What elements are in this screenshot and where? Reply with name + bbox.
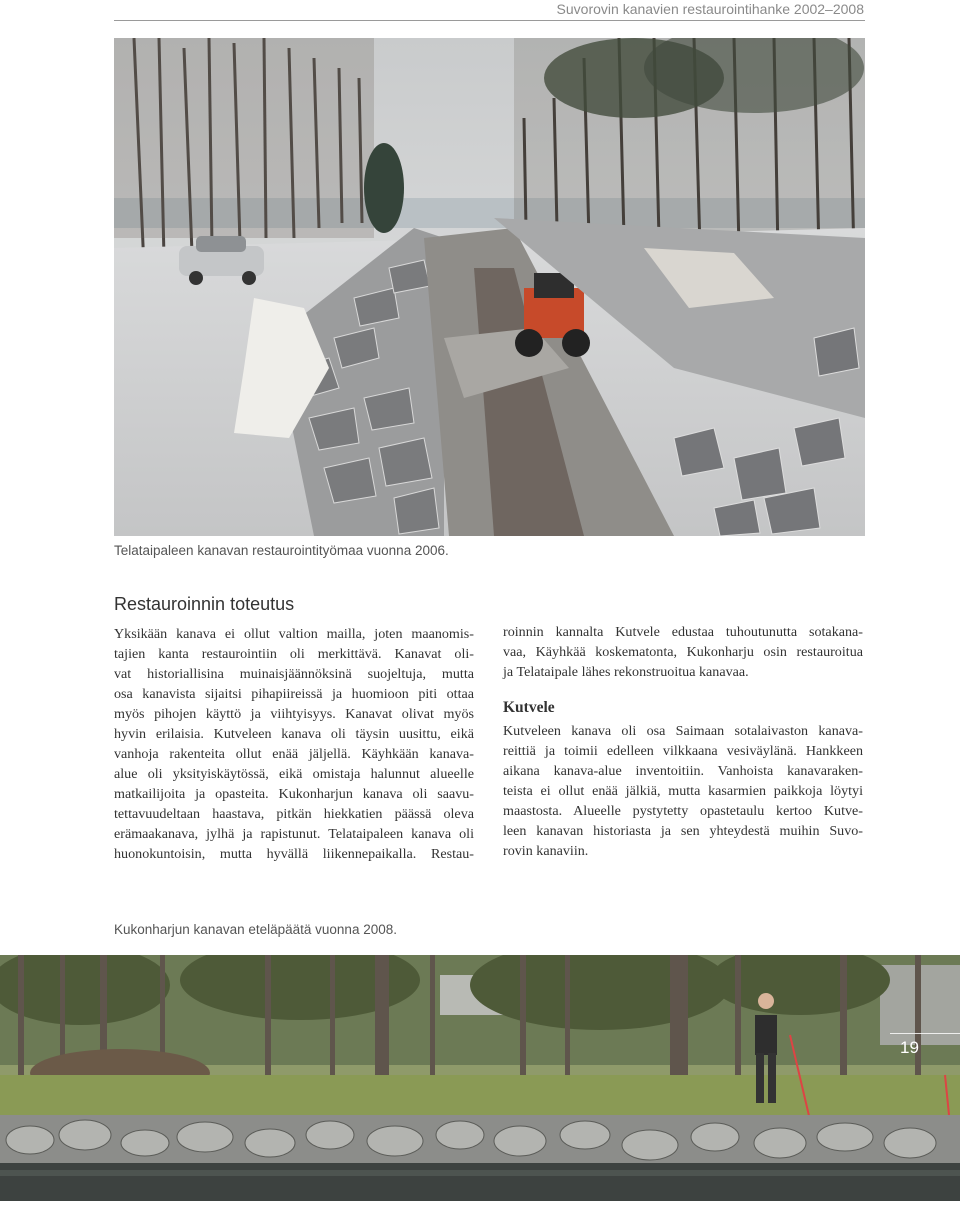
canal-forest-photo bbox=[0, 955, 960, 1201]
left-column bbox=[114, 624, 474, 864]
body-line: vaa, Käyhkää koskematonta, Kukonharju osin restauroitua bbox=[503, 644, 863, 660]
body-line: Yksikään kanava ei ollut valtion mailla, joten maanomis- bbox=[114, 626, 474, 642]
body-line: huonokuntoisin, mutta hyvällä liikennepaikalla. Restau- bbox=[114, 846, 474, 862]
body-line: erämaakanava, jylhä ja rapistunut. Telataipaleen kanava oli bbox=[114, 826, 474, 842]
subheading-kutvele: Kutvele bbox=[503, 699, 555, 716]
header-rule bbox=[114, 20, 865, 21]
body-line: hyvin erilaisia. Kutveleen kanava oli täysin uusittu, eikä bbox=[114, 726, 474, 742]
body-line: aikana kanava-alue inventoitiin. Vanhoista kanavaraken- bbox=[503, 763, 863, 779]
body-line: vat historiallisina muinaisjäännöksinä suojeltuja, mutta bbox=[114, 666, 474, 682]
body-line: tajien kanta restaurointiin oli merkittävä. Kanavat oli- bbox=[114, 646, 474, 662]
body-line: matkailijoita ja opasteita. Kukonharjun kanava oli saavu- bbox=[114, 786, 474, 802]
running-header: Suvorovin kanavien restaurointihanke 2002–2008 bbox=[556, 1, 864, 17]
body-line: reittiä ja toimii edelleen vilkkaana vesiväylänä. Hankkeen bbox=[503, 743, 863, 759]
body-line: Kutveleen kanava oli osa Saimaan sotalaivaston kanava- bbox=[503, 723, 863, 739]
top-photo-caption: Telataipaleen kanavan restaurointityömaa vuonna 2006. bbox=[114, 543, 449, 558]
body-line: maastosta. Alueelle pystytetty opastetaulu kertoo Kutve- bbox=[503, 803, 863, 819]
body-line: alue oli yksityiskäytössä, eikä omistaja halunnut alueelle bbox=[114, 766, 474, 782]
body-line: leen kanavan historiasta ja sen yhteydestä muihin Suvo- bbox=[503, 823, 863, 839]
body-line: myös pihojen käyttö ja viihtyisyys. Kanavat olivat myös bbox=[114, 706, 474, 722]
right-column bbox=[503, 622, 863, 861]
section-heading: Restauroinnin toteutus bbox=[114, 594, 295, 614]
body-line: tettavuudeltaan haastava, pitkän hiekkatien päässä oleva bbox=[114, 806, 474, 822]
body-line: ja Telataipale lähes rekonstruoitua kanavaa. bbox=[503, 664, 749, 680]
bottom-photo-caption: Kukonharjun kanavan eteläpäätä vuonna 2008. bbox=[114, 922, 397, 937]
body-line: teista ei ollut enää jälkiä, mutta kasarmien paikkoja löytyi bbox=[503, 783, 863, 799]
construction-site-photo bbox=[114, 38, 865, 536]
body-line: osa kanavista sijaitsi pihapiireissä ja huomioon piti ottaa bbox=[114, 686, 474, 702]
page-number: 19 bbox=[900, 1038, 919, 1057]
body-line: roinnin kannalta Kutvele edustaa tuhoutunutta sotakana- bbox=[503, 624, 863, 640]
body-line: vanhoja rakenteita ollut enää jäljellä. Käyhkään kanava- bbox=[114, 746, 474, 762]
page-number-rule bbox=[890, 1033, 960, 1034]
body-line: rovin kanaviin. bbox=[503, 843, 589, 859]
